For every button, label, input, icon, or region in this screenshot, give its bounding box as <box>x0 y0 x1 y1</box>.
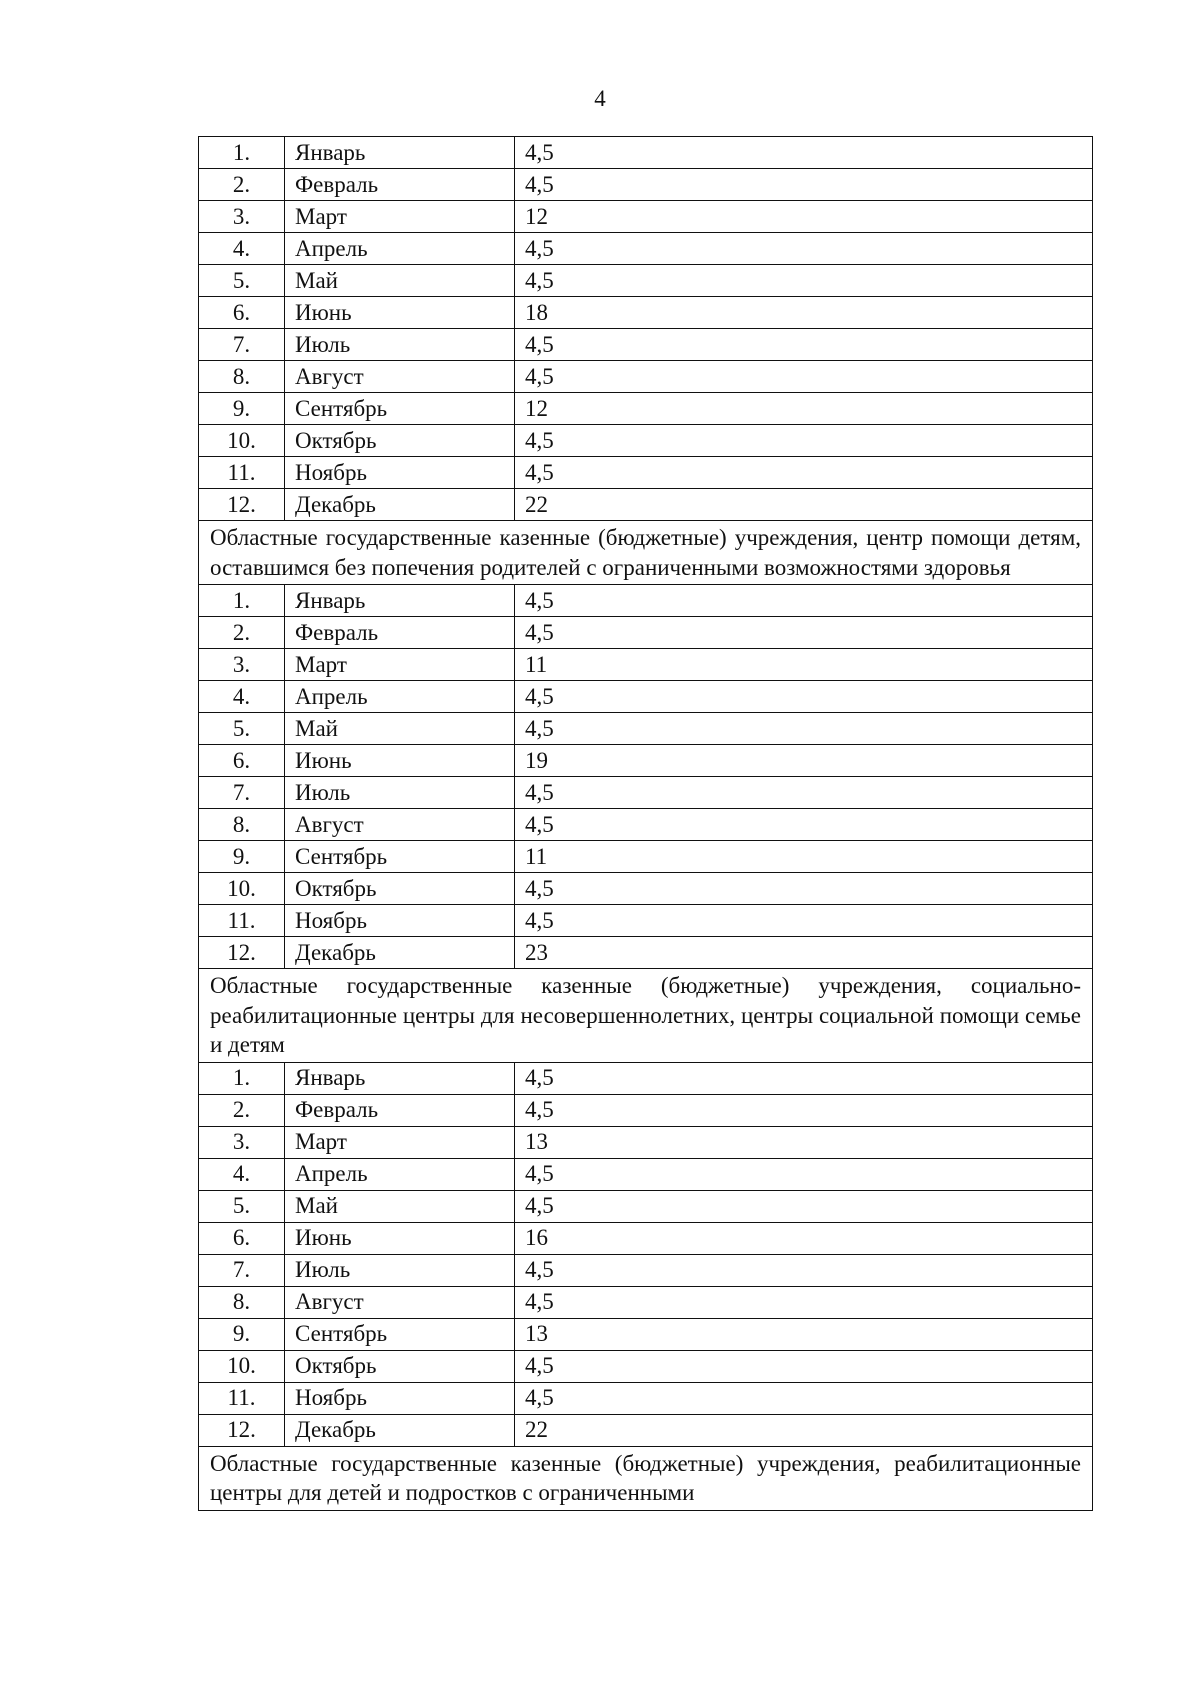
row-number: 10. <box>199 873 285 905</box>
row-number: 10. <box>199 1350 285 1382</box>
row-number: 7. <box>199 329 285 361</box>
month-name: Сентябрь <box>285 841 515 873</box>
month-name: Октябрь <box>285 425 515 457</box>
row-number: 4. <box>199 681 285 713</box>
section-heading-row <box>199 521 1093 585</box>
table-row <box>199 1190 1093 1222</box>
row-value: 4,5 <box>515 233 1093 265</box>
month-name: Февраль <box>285 617 515 649</box>
row-value: 22 <box>515 489 1093 521</box>
table-row <box>199 1318 1093 1350</box>
table-row <box>199 873 1093 905</box>
row-number: 2. <box>199 169 285 201</box>
row-value: 16 <box>515 1222 1093 1254</box>
table-row <box>199 1222 1093 1254</box>
table-row <box>199 1094 1093 1126</box>
row-value: 13 <box>515 1318 1093 1350</box>
row-number: 8. <box>199 361 285 393</box>
table-row <box>199 585 1093 617</box>
section-heading: Областные государственные казенные (бюджетные) учреждения, реабилитационные центры для детей и подростков с ограниченными <box>199 1446 1093 1510</box>
month-name: Июль <box>285 1254 515 1286</box>
row-value: 4,5 <box>515 713 1093 745</box>
section-heading-row <box>199 1446 1093 1510</box>
month-name: Август <box>285 809 515 841</box>
row-number: 4. <box>199 233 285 265</box>
row-number: 11. <box>199 1382 285 1414</box>
row-number: 8. <box>199 809 285 841</box>
row-value: 4,5 <box>515 905 1093 937</box>
table-row <box>199 1382 1093 1414</box>
table-row <box>199 1350 1093 1382</box>
month-name: Март <box>285 201 515 233</box>
month-name: Ноябрь <box>285 905 515 937</box>
row-number: 1. <box>199 585 285 617</box>
month-name: Декабрь <box>285 937 515 969</box>
month-name: Август <box>285 361 515 393</box>
row-value: 11 <box>515 841 1093 873</box>
row-value: 4,5 <box>515 617 1093 649</box>
section-heading: Областные государственные казенные (бюджетные) учреждения, социально-реабилитационные центры для несовершеннолетних, центры социальной помощи семье и детям <box>199 969 1093 1063</box>
row-value: 12 <box>515 393 1093 425</box>
month-name: Март <box>285 649 515 681</box>
row-number: 6. <box>199 1222 285 1254</box>
row-number: 11. <box>199 905 285 937</box>
table-row <box>199 169 1093 201</box>
month-name: Июнь <box>285 745 515 777</box>
row-number: 7. <box>199 1254 285 1286</box>
row-number: 5. <box>199 713 285 745</box>
month-name: Февраль <box>285 169 515 201</box>
row-number: 8. <box>199 1286 285 1318</box>
table-row <box>199 841 1093 873</box>
table-row <box>199 489 1093 521</box>
row-number: 12. <box>199 937 285 969</box>
row-value: 4,5 <box>515 457 1093 489</box>
row-value: 4,5 <box>515 265 1093 297</box>
table-row <box>199 745 1093 777</box>
month-name: Декабрь <box>285 1414 515 1446</box>
row-value: 18 <box>515 297 1093 329</box>
month-name: Май <box>285 713 515 745</box>
page-number: 4 <box>594 86 606 111</box>
month-name: Май <box>285 265 515 297</box>
row-value: 4,5 <box>515 1254 1093 1286</box>
schedule-table <box>198 136 1093 1511</box>
month-name: Июнь <box>285 1222 515 1254</box>
schedule-table-body <box>199 137 1093 1511</box>
row-number: 5. <box>199 265 285 297</box>
row-value: 4,5 <box>515 1382 1093 1414</box>
table-row <box>199 649 1093 681</box>
month-name: Февраль <box>285 1094 515 1126</box>
table-row <box>199 233 1093 265</box>
row-value: 22 <box>515 1414 1093 1446</box>
row-number: 7. <box>199 777 285 809</box>
month-name: Апрель <box>285 681 515 713</box>
row-value: 11 <box>515 649 1093 681</box>
table-row <box>199 1158 1093 1190</box>
month-name: Апрель <box>285 233 515 265</box>
month-name: Сентябрь <box>285 1318 515 1350</box>
table-row <box>199 457 1093 489</box>
table-row <box>199 361 1093 393</box>
row-number: 4. <box>199 1158 285 1190</box>
month-name: Ноябрь <box>285 1382 515 1414</box>
row-number: 9. <box>199 841 285 873</box>
month-name: Январь <box>285 585 515 617</box>
table-row <box>199 1414 1093 1446</box>
row-value: 4,5 <box>515 169 1093 201</box>
row-number: 1. <box>199 1062 285 1094</box>
month-name: Июль <box>285 329 515 361</box>
month-name: Декабрь <box>285 489 515 521</box>
table-row <box>199 393 1093 425</box>
row-value: 4,5 <box>515 1158 1093 1190</box>
month-name: Сентябрь <box>285 393 515 425</box>
table-row <box>199 1126 1093 1158</box>
table-row <box>199 265 1093 297</box>
month-name: Октябрь <box>285 873 515 905</box>
row-value: 4,5 <box>515 681 1093 713</box>
table-row <box>199 297 1093 329</box>
table-row <box>199 137 1093 169</box>
row-number: 12. <box>199 489 285 521</box>
row-number: 6. <box>199 297 285 329</box>
row-number: 11. <box>199 457 285 489</box>
row-number: 1. <box>199 137 285 169</box>
month-name: Октябрь <box>285 1350 515 1382</box>
row-number: 9. <box>199 393 285 425</box>
row-number: 12. <box>199 1414 285 1446</box>
table-row <box>199 329 1093 361</box>
month-name: Август <box>285 1286 515 1318</box>
row-value: 4,5 <box>515 329 1093 361</box>
month-name: Июнь <box>285 297 515 329</box>
row-value: 12 <box>515 201 1093 233</box>
row-value: 4,5 <box>515 777 1093 809</box>
row-number: 3. <box>199 649 285 681</box>
row-value: 4,5 <box>515 873 1093 905</box>
row-value: 4,5 <box>515 425 1093 457</box>
table-row <box>199 1062 1093 1094</box>
month-name: Май <box>285 1190 515 1222</box>
row-value: 4,5 <box>515 361 1093 393</box>
table-row <box>199 777 1093 809</box>
row-value: 4,5 <box>515 585 1093 617</box>
row-number: 3. <box>199 201 285 233</box>
table-row <box>199 617 1093 649</box>
row-number: 10. <box>199 425 285 457</box>
month-name: Январь <box>285 137 515 169</box>
section-heading: Областные государственные казенные (бюджетные) учреждения, центр помощи детям, оставшимся без попечения родителей с ограниченными возможностями здоровья <box>199 521 1093 585</box>
row-value: 4,5 <box>515 1062 1093 1094</box>
row-value: 4,5 <box>515 809 1093 841</box>
month-name: Март <box>285 1126 515 1158</box>
table-row <box>199 1286 1093 1318</box>
month-name: Ноябрь <box>285 457 515 489</box>
row-number: 5. <box>199 1190 285 1222</box>
row-value: 19 <box>515 745 1093 777</box>
table-row <box>199 905 1093 937</box>
table-row <box>199 425 1093 457</box>
row-number: 2. <box>199 1094 285 1126</box>
table-row <box>199 937 1093 969</box>
row-value: 4,5 <box>515 1350 1093 1382</box>
row-value: 4,5 <box>515 1094 1093 1126</box>
table-row <box>199 201 1093 233</box>
row-value: 4,5 <box>515 1286 1093 1318</box>
section-heading-row <box>199 969 1093 1063</box>
row-number: 3. <box>199 1126 285 1158</box>
row-value: 4,5 <box>515 1190 1093 1222</box>
month-name: Апрель <box>285 1158 515 1190</box>
table-row <box>199 1254 1093 1286</box>
table-row <box>199 681 1093 713</box>
row-number: 6. <box>199 745 285 777</box>
table-row <box>199 713 1093 745</box>
month-name: Январь <box>285 1062 515 1094</box>
row-number: 9. <box>199 1318 285 1350</box>
row-value: 23 <box>515 937 1093 969</box>
row-value: 13 <box>515 1126 1093 1158</box>
month-name: Июль <box>285 777 515 809</box>
row-number: 2. <box>199 617 285 649</box>
table-row <box>199 809 1093 841</box>
row-value: 4,5 <box>515 137 1093 169</box>
